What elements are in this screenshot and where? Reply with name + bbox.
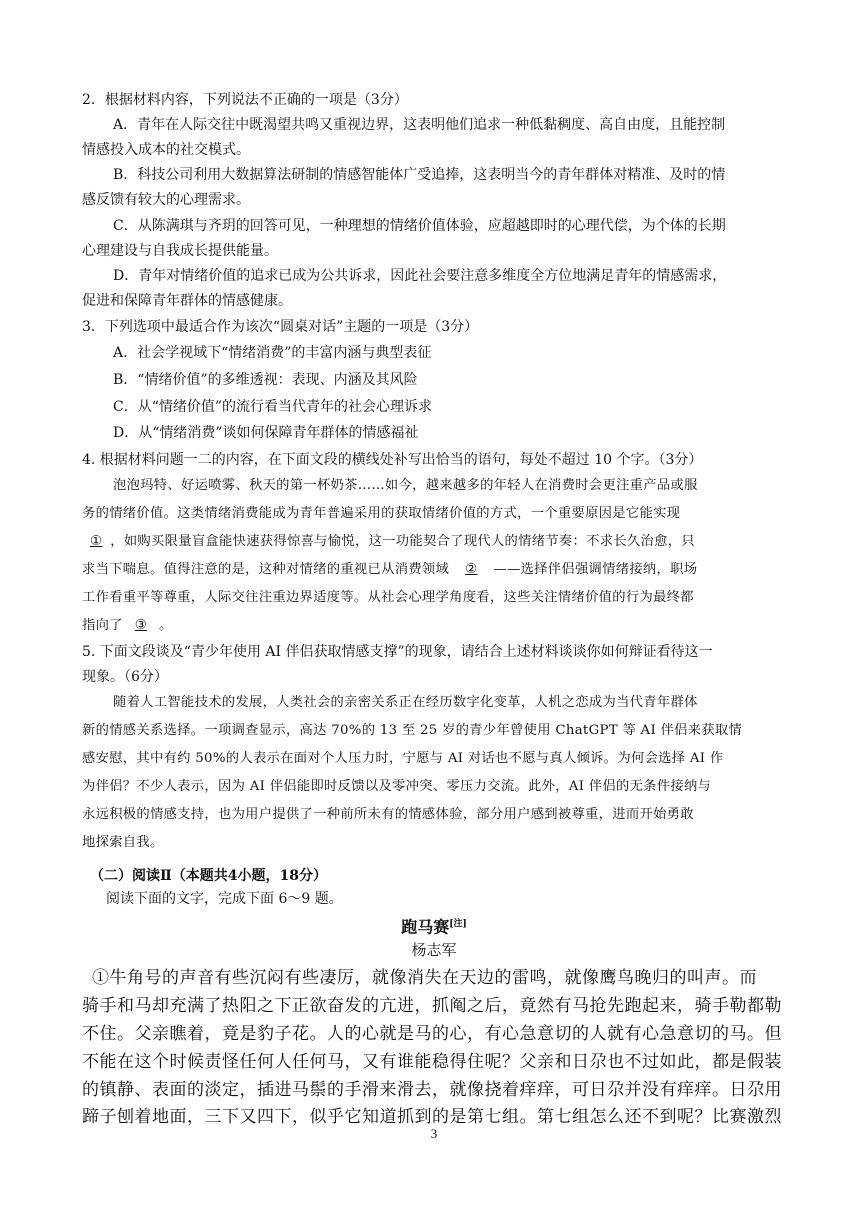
answer-blank-3[interactable]: ③	[134, 618, 148, 633]
q4-stem: 4. 根据材料问题一二的内容，在下面文段的横线处补写出恰当的语句，每处不超过 10 个字。（3分）	[82, 452, 703, 468]
article-line: ①牛角号的声音有些沉闷有些凄厉，就像消失在天边的雷鸣，就像鹰鸟晚归的叫声。而	[92, 968, 757, 988]
q3-stem: 3．下列选项中最适合作为该次“圆桌对话”主题的一项是（3分）	[82, 319, 479, 335]
q2-option-b: B．科技公司利用大数据算法研制的情感智能体广受追捧，这表明当今的青年群体对精准、及时的情	[113, 167, 726, 183]
section-instruction: 阅读下面的文字，完成下面 6～9 题。	[106, 891, 343, 907]
q4-passage-line: 务的情绪价值。这类情绪消费能成为青年普遍采用的获取情绪价值的方式，一个重要原因是它能实现	[82, 506, 681, 521]
page-number: 3	[430, 1126, 438, 1141]
q5-stem: 5. 下面文段谈及“青少年使用 AI 伴侣获取情感支撑”的现象，请结合上述材料谈谈你如何辩证看待这一	[82, 644, 713, 660]
q2-option-d-cont: 促进和保障青年群体的情感健康。	[82, 293, 292, 309]
q5-passage-line: 地探索自我。	[82, 835, 164, 850]
q5-passage-line: 为伴侣？不少人表示，因为 AI 伴侣能即时反馈以及零冲突、零压力交流。此外，AI 伴侣的无条件接纳与	[82, 779, 712, 794]
answer-blank-2[interactable]: ②	[465, 562, 478, 577]
q2-option-a-cont: 情感投入成本的社交模式。	[82, 142, 250, 158]
q4-passage-line: 泡泡玛特、好运喷雾、秋天的第一杯奶茶……如今，越来越多的年轻人在消费时会更注重产品或服	[113, 478, 698, 493]
q2-option-b-cont: 感反馈有较大的心理需求。	[82, 192, 250, 208]
title-note: [注]	[449, 919, 467, 929]
q4-passage-line: 求当下喘息。值得注意的是，这种对情绪的重视已从消费领域 ② ——选择伴侣强调情绪接纳，职场	[82, 560, 788, 580]
q2-option-d: D．青年对情绪价值的追求已成为公共诉求，因此社会要注意多维度全方位地满足青年的情感需求，	[113, 268, 727, 284]
q4-passage-line: 工作看重平等尊重，人际交往注重边界适度等。从社会心理学角度看，这些关注情绪价值的行为最终都	[82, 590, 694, 605]
article-line: 骑手和马却充满了热阳之下正欲奋发的亢进，抓阄之后，竟然有马抢先跑起来，骑手勒都勒	[82, 996, 782, 1016]
q5-passage-line: 永远积极的情感支持，也为用户提供了一种前所未有的情感体验，部分用户感到被尊重，进而开始勇敢	[82, 807, 694, 822]
q3-option-c: C．从“情绪价值”的流行看当代青年的社会心理诉求	[113, 399, 433, 415]
q5-stem-cont: 现象。（6分）	[82, 669, 168, 685]
article-line: 不住。父亲瞧着，竟是豹子花。人的心就是马的心，有心急意切的人就有心急意切的马。但	[82, 1024, 782, 1044]
q4-passage-line: ① ，如购买限量盲盒能快速获得惊喜与愉悦，这一功能契合了现代人的情绪节奏：不求长久治愈，只	[82, 532, 788, 552]
article-title: 跑马赛[注]	[401, 917, 467, 937]
article-author: 杨志军	[411, 941, 457, 959]
section-heading: （二）阅读Ⅱ（本题共4小题，18分）	[90, 868, 328, 884]
q2-option-c: C．从陈满琪与齐玥的回答可见，一种理想的情绪价值体验，应超越即时的心理代偿，为个体的长期	[113, 218, 726, 234]
q3-option-d: D．从“情绪消费”谈如何保障青年群体的情感福祉	[113, 425, 419, 441]
answer-blank-1[interactable]: ①	[90, 534, 103, 549]
q3-option-b: B．“情绪价值”的多维透视：表现、内涵及其风险	[113, 372, 418, 388]
q2-option-c-cont: 心理建设与自我成长提供能量。	[82, 243, 278, 259]
q4-passage-line: 指向了 ③ 。	[82, 616, 788, 636]
q2-stem: 2．根据材料内容，下列说法不正确的一项是（3分）	[82, 92, 408, 108]
article-line: 的镇静、表面的淡定，插进马鬃的手滑来滑去，就像挠着痒痒，可日尕并没有痒痒。日尕用	[82, 1080, 782, 1100]
q5-passage-line: 随着人工智能技术的发展，人类社会的亲密关系正在经历数字化变革，人机之恋成为当代青年群体	[113, 695, 698, 710]
article-line: 蹄子刨着地面，三下又四下，似乎它知道抓到的是第七组。第七组怎么还不到呢？比赛激烈	[82, 1107, 782, 1127]
q3-option-a: A．社会学视域下“情绪消费”的丰富内涵与典型表征	[113, 345, 432, 361]
q2-option-a: A．青年在人际交往中既渴望共鸣又重视边界，这表明他们追求一种低黏稠度、高自由度，且能控制	[113, 117, 726, 133]
article-line: 不能在这个时候责怪任何人任何马，又有谁能稳得住呢？父亲和日尕也不过如此，都是假装	[82, 1052, 782, 1072]
q5-passage-line: 感安慰，其中有约 50%的人表示在面对个人压力时，宁愿与 AI 对话也不愿与真人倾诉。为何会选择 AI 作	[82, 751, 724, 766]
q5-passage-line: 新的情感关系选择。一项调查显示，高达 70%的 13 至 25 岁的青少年曾使用 ChatGPT 等 AI 伴侣来获取情	[82, 723, 743, 738]
